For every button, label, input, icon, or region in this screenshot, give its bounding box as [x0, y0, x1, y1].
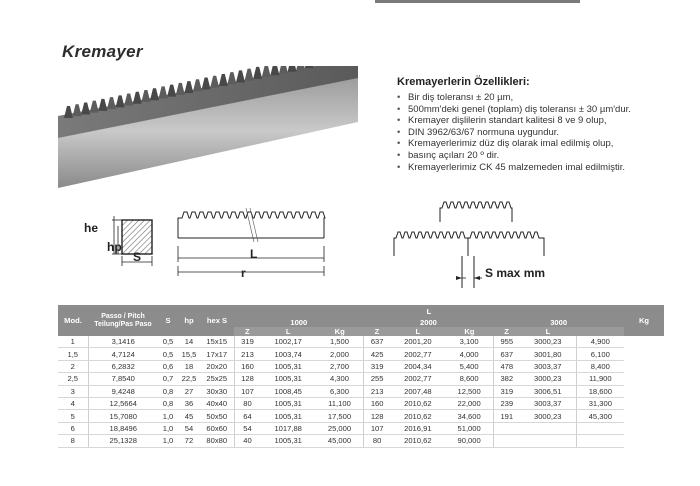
header-mod: Mod. [58, 305, 88, 336]
table-cell: 1 [58, 336, 88, 348]
table-cell [576, 435, 624, 447]
table-cell: 213 [364, 385, 391, 397]
rack-tooth [193, 79, 202, 91]
table-cell: 2010,62 [390, 410, 445, 422]
table-cell: 17,500 [316, 410, 364, 422]
rack-tooth [253, 67, 262, 79]
table-cell: 6 [58, 422, 88, 434]
table-row [58, 422, 664, 434]
spec-item: • basınç açıları 20 º dir. [397, 150, 685, 162]
table-cell: 60x60 [200, 422, 234, 434]
table-cell: 319 [364, 360, 391, 372]
sub-l: L [390, 327, 445, 336]
table-cell: 4,900 [576, 336, 624, 348]
table-cell: 72 [178, 435, 200, 447]
table-cell: 5 [58, 410, 88, 422]
group-1000: 1000 [234, 317, 364, 327]
table-cell: 3003,37 [520, 397, 576, 409]
header-s: S [158, 305, 178, 336]
table-cell: 25x25 [200, 373, 234, 385]
rack-tooth [210, 76, 219, 88]
table-cell: 3006,51 [520, 385, 576, 397]
sub-z: Z [234, 327, 261, 336]
table-cell: 0,6 [158, 360, 178, 372]
table-cell: 2 [58, 360, 88, 372]
table-cell: 425 [364, 348, 391, 360]
table-cell: 1002,17 [261, 336, 316, 348]
table-cell: 9,4248 [88, 385, 158, 397]
rack-tooth [227, 72, 236, 84]
table-cell: 45,000 [316, 435, 364, 447]
table-cell: 80 [234, 397, 261, 409]
page-title: Kremayer [62, 42, 143, 61]
table-cell: 1005,31 [261, 397, 316, 409]
group-2000: 2000 [364, 317, 494, 327]
table-cell: 1005,31 [261, 410, 316, 422]
table-cell [520, 422, 576, 434]
table-cell: 0,8 [158, 385, 178, 397]
table-cell: 1,5 [58, 348, 88, 360]
specs-heading: Kremayerlerin Özellikleri: [397, 76, 530, 88]
rack-side-outline [178, 212, 325, 238]
table-cell: 637 [493, 348, 520, 360]
rack-tooth [150, 88, 159, 100]
table-cell: 54 [178, 422, 200, 434]
table-cell: 478 [493, 360, 520, 372]
table-cell: 2001,20 [390, 336, 445, 348]
table-cell: 12,500 [445, 385, 493, 397]
table-row [58, 360, 664, 372]
table-cell: 3000,23 [520, 410, 576, 422]
table-cell: 14 [178, 336, 200, 348]
rack-photo [58, 66, 358, 188]
table-cell: 51,000 [445, 422, 493, 434]
rack-side-diagram [174, 206, 330, 276]
table-cell: 80 [364, 435, 391, 447]
table-cell: 15,5 [178, 348, 200, 360]
spec-item: • 500mm'deki genel (toplam) diş toleransı ± 30 µm'dur. [397, 104, 685, 116]
table-cell [520, 435, 576, 447]
specs-list [385, 92, 685, 173]
table-cell: 2010,62 [390, 397, 445, 409]
sub-kg-empty [576, 327, 624, 336]
table-row [58, 435, 664, 447]
table-cell: 2002,77 [390, 373, 445, 385]
label-s: S [133, 250, 142, 264]
table-cell: 160 [234, 360, 261, 372]
label-hp: hp [107, 240, 122, 254]
table-cell: 107 [364, 422, 391, 434]
rack-tooth [107, 97, 116, 109]
table-cell: 382 [493, 373, 520, 385]
rack-joint-outline [440, 202, 512, 222]
rack-tooth [64, 106, 73, 118]
table-cell: 8,400 [576, 360, 624, 372]
rack-tooth [90, 101, 99, 113]
table-cell: 25,1328 [88, 435, 158, 447]
table-cell: 191 [493, 410, 520, 422]
header-l: L [234, 305, 624, 317]
table-cell: 0,7 [158, 373, 178, 385]
table-cell: 45 [178, 410, 200, 422]
table-cell: 18,8496 [88, 422, 158, 434]
label-r: r [241, 266, 246, 280]
table-cell: 4,7124 [88, 348, 158, 360]
table-cell: 27 [178, 385, 200, 397]
table-cell: 1005,31 [261, 360, 316, 372]
table-cell: 80x80 [200, 435, 234, 447]
table-cell: 128 [234, 373, 261, 385]
table-cell: 64 [234, 410, 261, 422]
table-cell: 12,5664 [88, 397, 158, 409]
table-cell: 319 [234, 336, 261, 348]
table-cell: 955 [493, 336, 520, 348]
rack-joint-diagram [390, 196, 550, 296]
table-cell: 90,000 [445, 435, 493, 447]
sub-kg: Kg [316, 327, 364, 336]
table-cell: 1017,88 [261, 422, 316, 434]
table-cell: 1003,74 [261, 348, 316, 360]
table-cell: 6,2832 [88, 360, 158, 372]
table-row [58, 373, 664, 385]
table-cell: 2,000 [316, 348, 364, 360]
top-divider [375, 0, 580, 3]
table-cell [493, 435, 520, 447]
sub-kg: Kg [445, 327, 493, 336]
table-cell: 107 [234, 385, 261, 397]
table-cell: 4 [58, 397, 88, 409]
table-cell: 3,100 [445, 336, 493, 348]
table-row [58, 348, 664, 360]
label-smax: S max mm [485, 266, 546, 280]
rack-tooth [245, 69, 254, 81]
group-3000: 3000 [493, 317, 624, 327]
table-cell: 6,300 [316, 385, 364, 397]
rack-tooth [236, 70, 245, 82]
rack-tooth [167, 85, 176, 97]
table-row [58, 397, 664, 409]
table-cell: 7,8540 [88, 373, 158, 385]
table-cell: 40x40 [200, 397, 234, 409]
table-cell: 3,1416 [88, 336, 158, 348]
table-cell: 0,8 [158, 397, 178, 409]
rack-tooth [262, 66, 271, 77]
table-cell: 3000,23 [520, 336, 576, 348]
table-cell: 22,5 [178, 373, 200, 385]
header-hexs: hex S [200, 305, 234, 336]
rack-tooth [159, 86, 168, 98]
table-cell: 8,600 [445, 373, 493, 385]
label-l: L [250, 247, 258, 261]
table-cell: 54 [234, 422, 261, 434]
rack-tooth [124, 94, 133, 106]
table-cell: 2016,91 [390, 422, 445, 434]
table-cell: 31,300 [576, 397, 624, 409]
table-cell: 34,600 [445, 410, 493, 422]
table-row [58, 410, 664, 422]
table-cell: 2010,62 [390, 435, 445, 447]
rack-joint-outline [394, 232, 468, 256]
table-cell: 22,000 [445, 397, 493, 409]
table-cell: 3 [58, 385, 88, 397]
table-cell: 319 [493, 385, 520, 397]
rack-joint-outline [468, 232, 544, 256]
table-cell: 3003,37 [520, 360, 576, 372]
table-cell: 8 [58, 435, 88, 447]
table-cell: 1,500 [316, 336, 364, 348]
label-he: he [84, 221, 99, 235]
table-cell: 2002,77 [390, 348, 445, 360]
spec-item: • Bir diş toleransı ± 20 µm, [397, 92, 685, 104]
table-cell: 160 [364, 397, 391, 409]
table-cell: 2,5 [58, 373, 88, 385]
table-cell: 0,5 [158, 348, 178, 360]
table-cell: 1005,31 [261, 373, 316, 385]
specs-panel [385, 76, 685, 173]
table-cell: 2,700 [316, 360, 364, 372]
sub-z: Z [493, 327, 520, 336]
table-cell [493, 422, 520, 434]
spec-item: • Kremayer dişlilerin standart kalitesi 8 ve 9 olup, [397, 115, 685, 127]
table-cell: 15x15 [200, 336, 234, 348]
table-cell: 18 [178, 360, 200, 372]
rack-tooth [176, 83, 185, 95]
table-cell: 4,000 [445, 348, 493, 360]
table-cell: 25,000 [316, 422, 364, 434]
rack-tooth [133, 92, 142, 104]
table-cell: 45,300 [576, 410, 624, 422]
spec-item: • Kremayerlerimiz CK 45 malzemeden imal edilmiştir. [397, 162, 685, 174]
rack-tooth [73, 104, 82, 116]
rack-tooth [296, 66, 305, 70]
rack-tooth [219, 74, 228, 86]
table-cell: 2007,48 [390, 385, 445, 397]
rack-tooth [184, 81, 193, 93]
table-cell: 1005,31 [261, 435, 316, 447]
sub-z: Z [364, 327, 391, 336]
table-cell [576, 422, 624, 434]
table-cell: 1,0 [158, 422, 178, 434]
spec-item: • DIN 3962/63/67 normuna uygundur. [397, 127, 685, 139]
sub-l: L [261, 327, 316, 336]
table-cell: 128 [364, 410, 391, 422]
table-cell: 18,600 [576, 385, 624, 397]
table-cell: 40 [234, 435, 261, 447]
table-cell: 5,400 [445, 360, 493, 372]
table-cell: 1,0 [158, 410, 178, 422]
table-cell: 15,7080 [88, 410, 158, 422]
table-cell: 2004,34 [390, 360, 445, 372]
table-cell: 4,300 [316, 373, 364, 385]
table-cell: 1008,45 [261, 385, 316, 397]
rack-tooth [279, 66, 288, 74]
table-row [58, 336, 664, 348]
table-cell: 0,5 [158, 336, 178, 348]
table-cell: 255 [364, 373, 391, 385]
rack-tooth [202, 78, 211, 90]
rack-tooth [288, 66, 297, 72]
header-kg: Kg [624, 305, 664, 336]
rack-tooth [141, 90, 150, 102]
rack-spec-table [58, 305, 664, 448]
sub-l: L [520, 327, 576, 336]
table-cell: 11,900 [576, 373, 624, 385]
table-cell: 213 [234, 348, 261, 360]
header-hp: hp [178, 305, 200, 336]
table-cell: 1,0 [158, 435, 178, 447]
table-cell: 20x20 [200, 360, 234, 372]
table-cell: 11,100 [316, 397, 364, 409]
header-passo: Passo / Pitch Teilung/Pas Paso [88, 305, 158, 336]
table-cell: 3001,80 [520, 348, 576, 360]
table-cell: 3000,23 [520, 373, 576, 385]
table-cell: 17x17 [200, 348, 234, 360]
table-cell: 50x50 [200, 410, 234, 422]
rack-tooth [116, 95, 125, 107]
cross-section-diagram [92, 210, 172, 270]
spec-item: • Kremayerlerimiz düz diş olarak imal edilmiş olup, [397, 138, 685, 150]
table-cell: 239 [493, 397, 520, 409]
table-cell: 637 [364, 336, 391, 348]
table-cell: 30x30 [200, 385, 234, 397]
rack-tooth [305, 66, 314, 68]
rack-tooth [98, 99, 107, 111]
table-row [58, 385, 664, 397]
rack-tooth [270, 66, 279, 75]
rack-tooth [81, 102, 90, 114]
table-cell: 6,100 [576, 348, 624, 360]
table-cell: 36 [178, 397, 200, 409]
